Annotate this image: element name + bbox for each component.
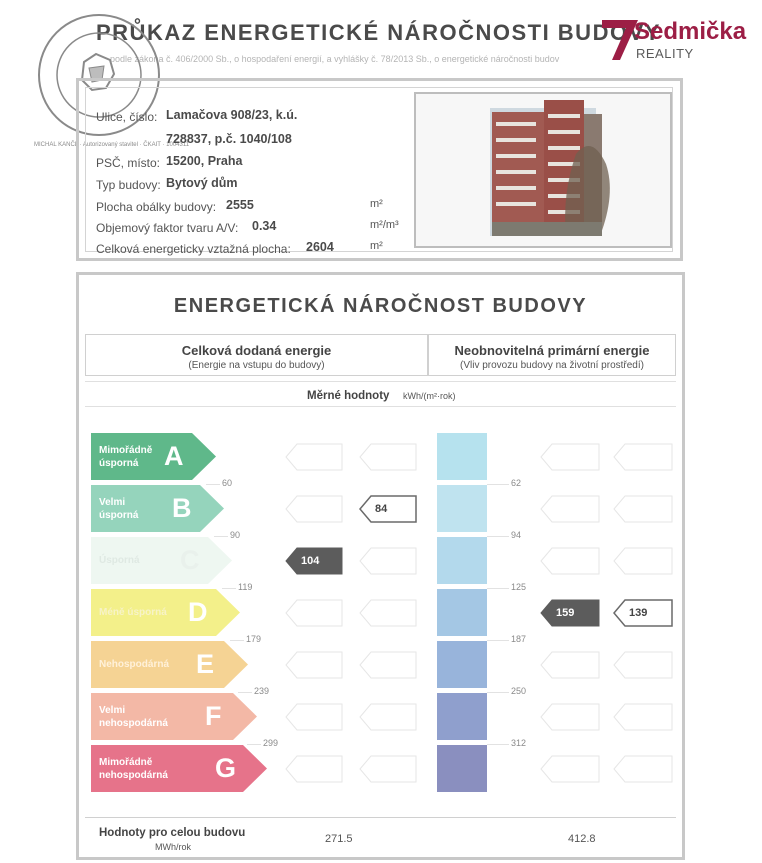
right-column-header	[428, 334, 676, 376]
building-photo-image	[416, 94, 670, 246]
class-arrow-b	[91, 485, 224, 532]
threshold-tick-left	[247, 744, 261, 745]
empty-tag	[540, 755, 600, 783]
class-letter-c: C	[180, 545, 200, 575]
threshold-right-187: 187	[511, 634, 527, 644]
reference-value: 84	[375, 502, 388, 515]
footer-left-value: 271.5	[325, 833, 353, 845]
address-label: Ulice, číslo:	[96, 110, 158, 124]
address-line-1: Lamačova 908/23, k.ú.	[166, 108, 298, 122]
class-letter-f: F	[205, 701, 222, 731]
building-photo	[414, 92, 672, 248]
left-column-subtitle: (Energie na vstupu do budovy)	[188, 360, 325, 371]
empty-tag	[359, 755, 417, 783]
empty-tag	[540, 547, 600, 575]
class-arrow-f	[91, 693, 257, 740]
empty-tag	[359, 703, 417, 731]
class-arrow-g	[91, 745, 267, 792]
unit-label: Měrné hodnoty	[307, 390, 390, 402]
shape-factor-value: 0.34	[252, 219, 277, 233]
building-info-box	[76, 78, 683, 261]
reference-area-unit: m²	[370, 240, 383, 252]
threshold-tick-right	[487, 588, 509, 589]
empty-tag	[613, 651, 673, 679]
city-value: 15200, Praha	[166, 154, 243, 168]
unit-sub: kWh/(m²·rok)	[403, 391, 456, 401]
threshold-tick-right	[487, 484, 509, 485]
right-column-subtitle: (Vliv provozu budovy na životní prostředí)	[460, 360, 644, 371]
envelope-area-value: 2555	[226, 198, 254, 212]
class-label-e: Nehospodárná	[99, 659, 170, 670]
stamp-text: MICHAL KANČL · Autorizovaný stavitel · ČKAIT · 1004311	[34, 142, 190, 148]
threshold-tick-right	[487, 744, 509, 745]
empty-tag	[359, 599, 417, 627]
class-label-2-f: nehospodárná	[99, 718, 168, 729]
footer-unit: MWh/rok	[155, 842, 191, 852]
empty-tag	[540, 703, 600, 731]
empty-tag	[540, 443, 600, 471]
city-label: PSČ, místo:	[96, 156, 161, 170]
threshold-right-312: 312	[511, 738, 527, 748]
empty-tag	[285, 443, 343, 471]
document-title: PRŮKAZ ENERGETICKÉ NÁROČNOSTI BUDOVY	[96, 20, 661, 45]
building-value: 159	[556, 606, 575, 619]
footer-label: Hodnoty pro celou budovu	[99, 827, 246, 839]
threshold-tick-left	[222, 588, 236, 589]
empty-tag	[359, 547, 417, 575]
class-label-f: Velmi	[99, 705, 126, 716]
class-label-2-g: nehospodárná	[99, 770, 168, 781]
envelope-area-label: Plocha obálky budovy:	[96, 200, 217, 214]
threshold-tick-left	[214, 536, 228, 537]
class-label-d: Méně úsporná	[99, 607, 167, 618]
document-subtitle: podle zákona č. 406/2000 Sb., o hospodaření energií, a vyhlášky č. 78/2013 Sb., o energetické náročnosti budov	[110, 54, 560, 64]
building-value: 104	[301, 554, 320, 567]
class-letter-b: B	[172, 493, 192, 523]
shape-factor-unit: m²/m³	[370, 219, 399, 231]
threshold-left-90: 90	[230, 530, 241, 540]
reference-area-label: Celková energeticky vztažná plocha:	[96, 242, 291, 256]
class-letter-g: G	[215, 753, 237, 783]
building-type-label: Typ budovy:	[96, 178, 161, 192]
class-arrow-a	[91, 433, 216, 480]
unit-row	[85, 381, 676, 407]
empty-tag	[540, 651, 600, 679]
threshold-left-60: 60	[222, 478, 233, 488]
threshold-tick-left	[238, 692, 252, 693]
brand-subtitle: REALITY	[636, 46, 694, 61]
threshold-left-299: 299	[263, 738, 279, 748]
left-column-header	[85, 334, 428, 376]
primary-bar-segment	[437, 589, 487, 636]
primary-bar-segment	[437, 693, 487, 740]
reference-value: 139	[629, 606, 648, 619]
threshold-left-119: 119	[238, 582, 253, 592]
value-tag	[359, 495, 417, 523]
building-type-value: Bytový dům	[166, 176, 238, 190]
primary-bar-segment	[437, 485, 487, 532]
primary-bar-segment	[437, 433, 487, 480]
threshold-tick-left	[230, 640, 244, 641]
footer-right-value: 412.8	[568, 833, 596, 845]
threshold-tick-right	[487, 692, 509, 693]
class-label-g: Mimořádně	[99, 757, 153, 768]
threshold-tick-right	[487, 536, 509, 537]
empty-tag	[613, 547, 673, 575]
threshold-right-250: 250	[511, 686, 527, 696]
panel-title: ENERGETICKÁ NÁROČNOST BUDOVY	[173, 295, 588, 317]
class-label-b: Velmi	[99, 497, 126, 508]
empty-tag	[285, 755, 343, 783]
reference-area-value: 2604	[306, 240, 334, 254]
threshold-left-179: 179	[246, 634, 262, 644]
empty-tag	[613, 755, 673, 783]
address-line-2: 728837, p.č. 1040/108	[166, 132, 292, 146]
threshold-tick-left	[206, 484, 220, 485]
threshold-right-125: 125	[511, 582, 527, 592]
brand-name: Sedmička	[634, 18, 747, 45]
class-label-2-b: úsporná	[99, 510, 139, 521]
energy-performance-panel	[76, 272, 685, 860]
threshold-tick-right	[487, 640, 509, 641]
empty-tag	[285, 495, 343, 523]
primary-bar-segment	[437, 537, 487, 584]
envelope-area-unit: m²	[370, 198, 383, 210]
threshold-right-62: 62	[511, 478, 522, 488]
empty-tag	[285, 703, 343, 731]
empty-tag	[359, 651, 417, 679]
right-column-title: Neobnovitelná primární energie	[454, 343, 650, 358]
shape-factor-label: Objemový faktor tvaru A/V:	[96, 221, 239, 235]
footer-row	[85, 817, 676, 855]
empty-tag	[540, 495, 600, 523]
threshold-right-94: 94	[511, 530, 522, 540]
empty-tag	[613, 703, 673, 731]
class-label-a: Mimořádně	[99, 445, 153, 456]
empty-tag	[613, 495, 673, 523]
empty-tag	[285, 599, 343, 627]
class-letter-d: D	[188, 597, 208, 627]
class-letter-e: E	[196, 649, 215, 679]
primary-bar-segment	[437, 745, 487, 792]
empty-tag	[613, 443, 673, 471]
class-label-c: Úsporná	[99, 555, 140, 566]
class-label-2-a: úsporná	[99, 458, 139, 469]
empty-tag	[359, 443, 417, 471]
empty-tag	[285, 651, 343, 679]
building-info-inner	[85, 87, 673, 256]
threshold-left-239: 239	[254, 686, 270, 696]
primary-bar-segment	[437, 641, 487, 688]
left-column-title: Celková dodaná energie	[181, 343, 332, 358]
class-letter-a: A	[164, 441, 184, 471]
